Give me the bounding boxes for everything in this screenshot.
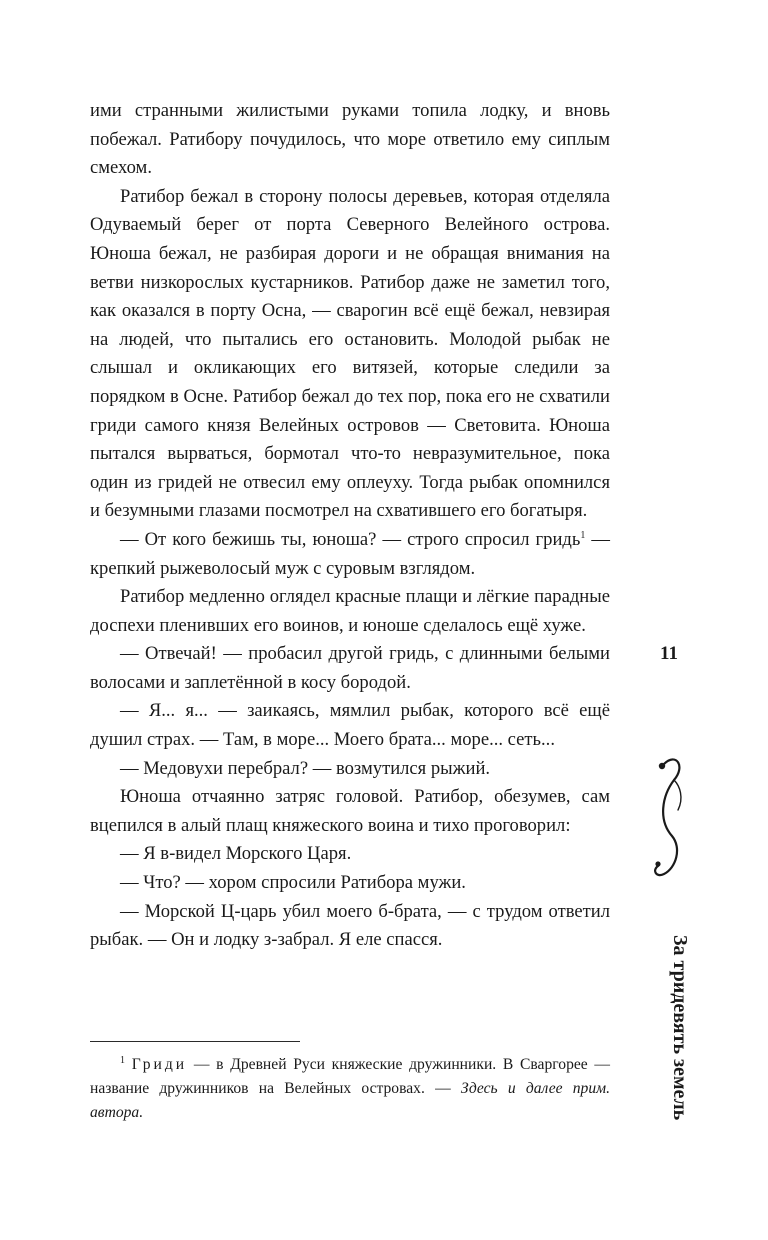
- paragraph: Ратибор медленно оглядел красные плащи и лёгкие парадные доспехи пленивших его воинов, и юноше сделалось ещё хуже.: [90, 586, 610, 636]
- footnote-number: 1: [120, 1054, 125, 1066]
- question-continuation: — крепкий рыжеволосый муж с суровым взглядом.: [90, 528, 610, 579]
- paragraph: ими странными жилистыми руками топила лодку, и вновь побежал. Ратибору почудилось, что море ответило ему сиплым смехом.: [90, 100, 610, 179]
- footnote-term: Гриди: [131, 1056, 188, 1073]
- paragraph: — Я в-видел Морского Царя.: [120, 843, 352, 865]
- paragraph: Юноша отчаянно затряс головой. Ратибор, обезумев, сам вцепился в алый плащ княжеского воина и тихо проговорил:: [90, 786, 610, 836]
- paragraph: — Морской Ц-царь убил моего б-брата, — с трудом ответил рыбак. — Он и лодку з-забрал. Я еле спасся.: [90, 900, 610, 951]
- paragraph: — Что? — хором спросили Ратибора мужи.: [120, 872, 466, 894]
- paragraph: — Я... я... — заикаясь, мямлил рыбак, которого всё ещё душил страх. — Там, в море... Моего брата... море... сеть...: [90, 700, 610, 751]
- footnote-text: — в Древней Руси княжеские дружинники. В Сваргорее — название дружинников на Велейных островах. —: [90, 1056, 610, 1097]
- footnote-author-note: Здесь и далее прим. автора.: [90, 1080, 610, 1121]
- main-text: [90, 97, 610, 955]
- question-text: — От кого бежишь ты, юноша? — строго спросил гридь: [120, 528, 581, 550]
- footnote-divider: [90, 1041, 300, 1042]
- footnote-reference[interactable]: 1: [580, 529, 586, 541]
- paragraph: — Медовухи перебрал? — возмутился рыжий.: [120, 757, 491, 779]
- running-title: За тридевять земель: [669, 935, 691, 1121]
- footnote: [90, 1053, 610, 1125]
- paragraph: Ратибор бежал в сторону полосы деревьев, которая отделяла Одуваемый берег от порта Северного Велейного острова. Юноша бежал, не разбирая дороги и не обращая внимания на ветви низкорослых кустарников. Ратибор даже не заметил того, как оказался в порту Осна, — сварогин всё ещё бежал, невзирая на людей, что пытались его остановить. Молодой рыбак не слышал и окликающих его витязей, которые следили за порядком в Осне. Ратибор бежал до тех пор, пока его не схватили гриди самого князя Велейных островов — Световита. Юноша пытался вырваться, бормотал что-то невразумительное, пока один из гридей не отвесил ему оплеуху. Тогда рыбак опомнился и безумными глазами посмотрел на схватившего его богатыря.: [90, 185, 610, 522]
- flourish-ornament-icon: [640, 740, 700, 890]
- dialogue-question: [90, 526, 610, 583]
- paragraph: — Отвечай! — пробасил другой гридь, с длинными белыми волосами и заплетённой в косу бородой.: [90, 643, 610, 693]
- page-number: 11: [660, 643, 678, 664]
